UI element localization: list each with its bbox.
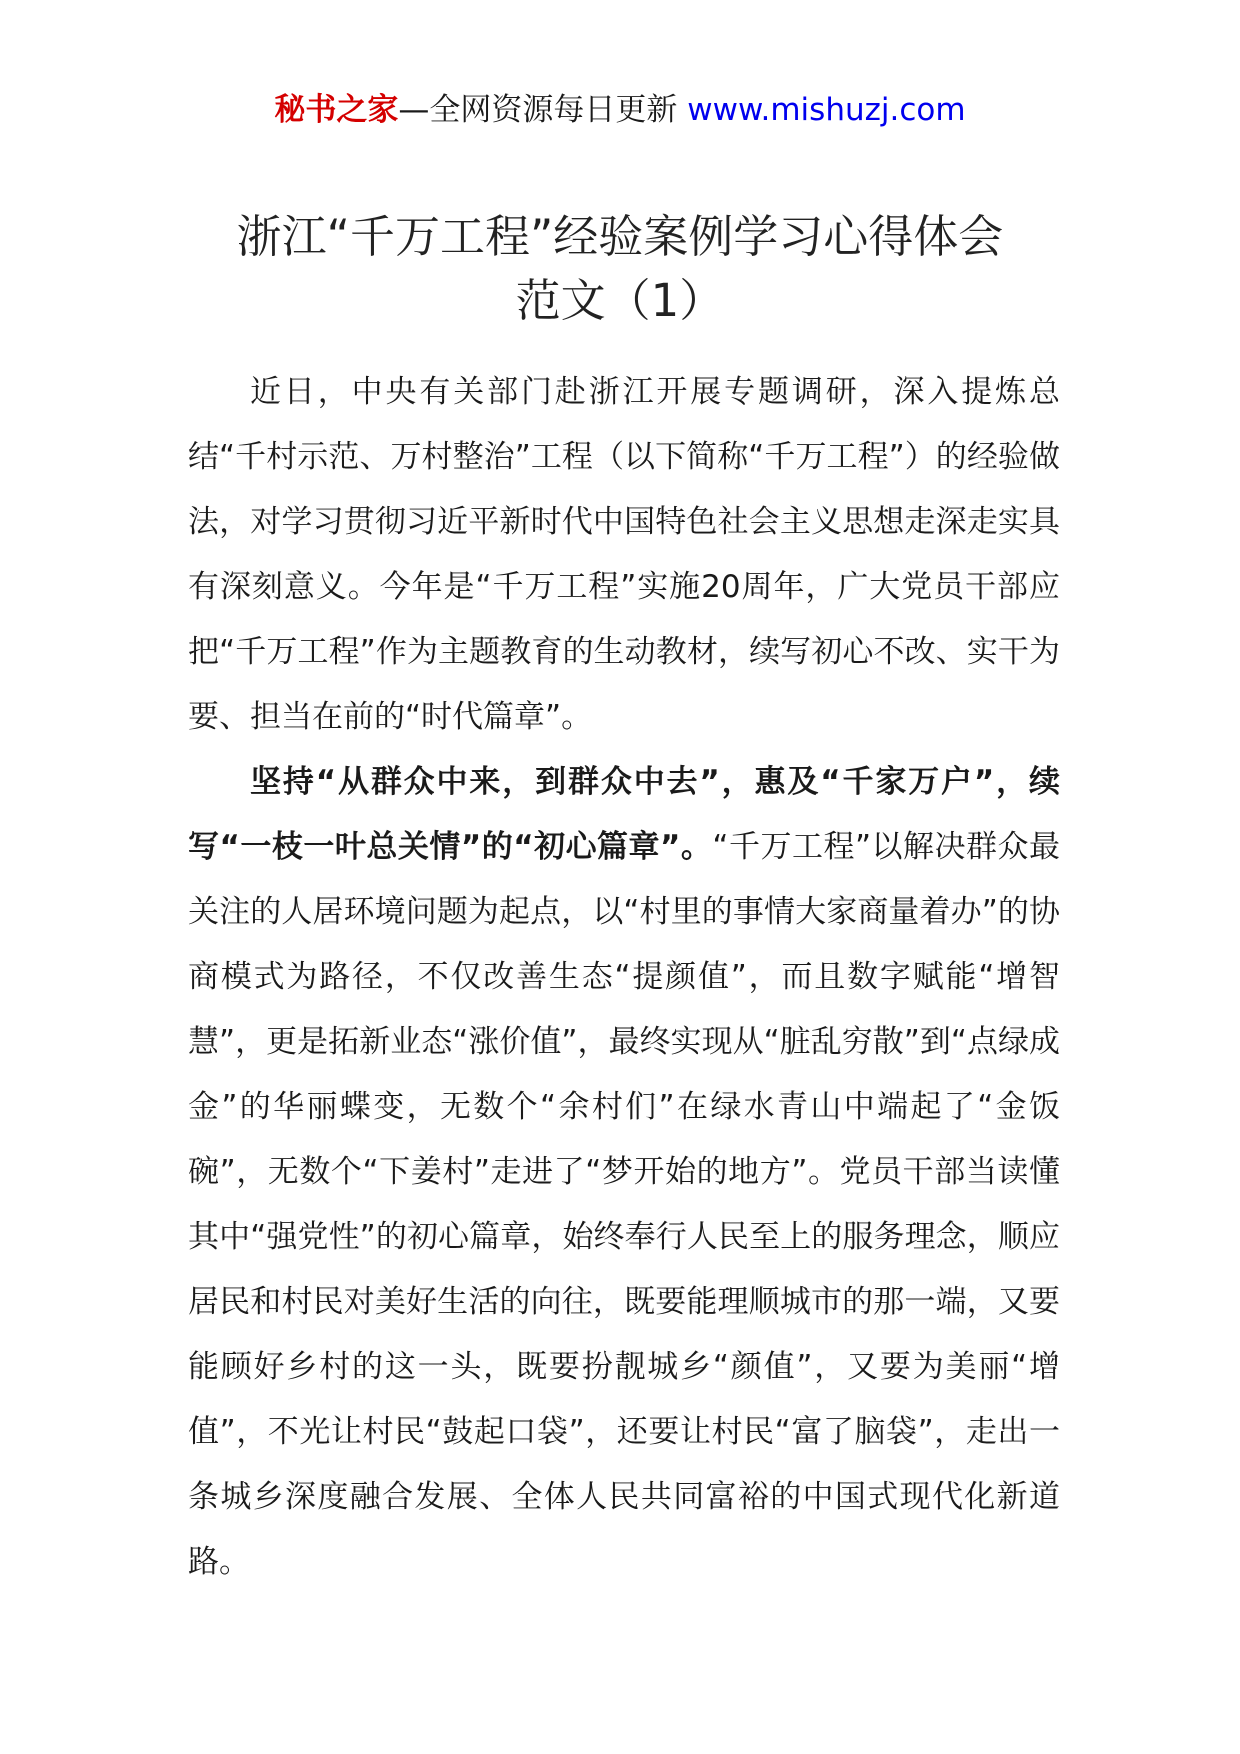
page-header bbox=[0, 84, 1240, 136]
paragraph-2-body: “千万工程”以解决群众最关注的人居环境问题为起点，以“村里的事情大家商量着办”的协商模式为路径，不仅改善生态“提颜值”，而且数字赋能“增智慧”，更是拓新业态“涨价值”，最终实现从“脏乱穷散”到“点绿成金”的华丽蝶变，无数个“余村们”在绿水青山中端起了“金饭碗”，无数个“下姜村”走进了“梦开始的地方”。党员干部当读懂其中“强党性”的初心篇章，始终奉行人民至上的服务理念，顺应居民和村民对美好生活的向往，既要能理顺城市的那一端，又要能顾好乡村的这一头，既要扮靓城乡“颜值”，又要为美丽“增值”，不光让村民“鼓起口袋”，还要让村民“富了脑袋”，走出一条城乡深度融合发展、全体人民共同富裕的中国式现代化新道路。 bbox=[188, 829, 1060, 1580]
title-line-2: 范文（1） bbox=[515, 274, 725, 327]
website-link[interactable]: www.mishuzj.com bbox=[687, 92, 966, 128]
paragraph-2 bbox=[188, 750, 1060, 1595]
paragraph-2-lead: 坚持“从群众中来，到群众中去”，惠及“千家万户”，续写“一枝一叶总关情”的“初心篇章”。 bbox=[188, 764, 1060, 865]
paragraph-1: 近日，中央有关部门赴浙江开展专题调研，深入提炼总结“千村示范、万村整治”工程（以下简称“千万工程”）的经验做法，对学习贯彻习近平新时代中国特色社会主义思想走深走实具有深刻意义。今年是“千万工程”实施20周年，广大党员干部应把“千万工程”作为主题教育的生动教材，续写初心不改、实干为要、担当在前的“时代篇章”。 bbox=[188, 374, 1060, 735]
brand-name: 秘书之家 bbox=[274, 92, 399, 128]
title-line-1: 浙江“千万工程”经验案例学习心得体会 bbox=[236, 210, 1004, 263]
header-tagline: —全网资源每日更新 bbox=[398, 92, 688, 128]
document-title bbox=[150, 205, 1090, 333]
document-body bbox=[188, 360, 1060, 1595]
